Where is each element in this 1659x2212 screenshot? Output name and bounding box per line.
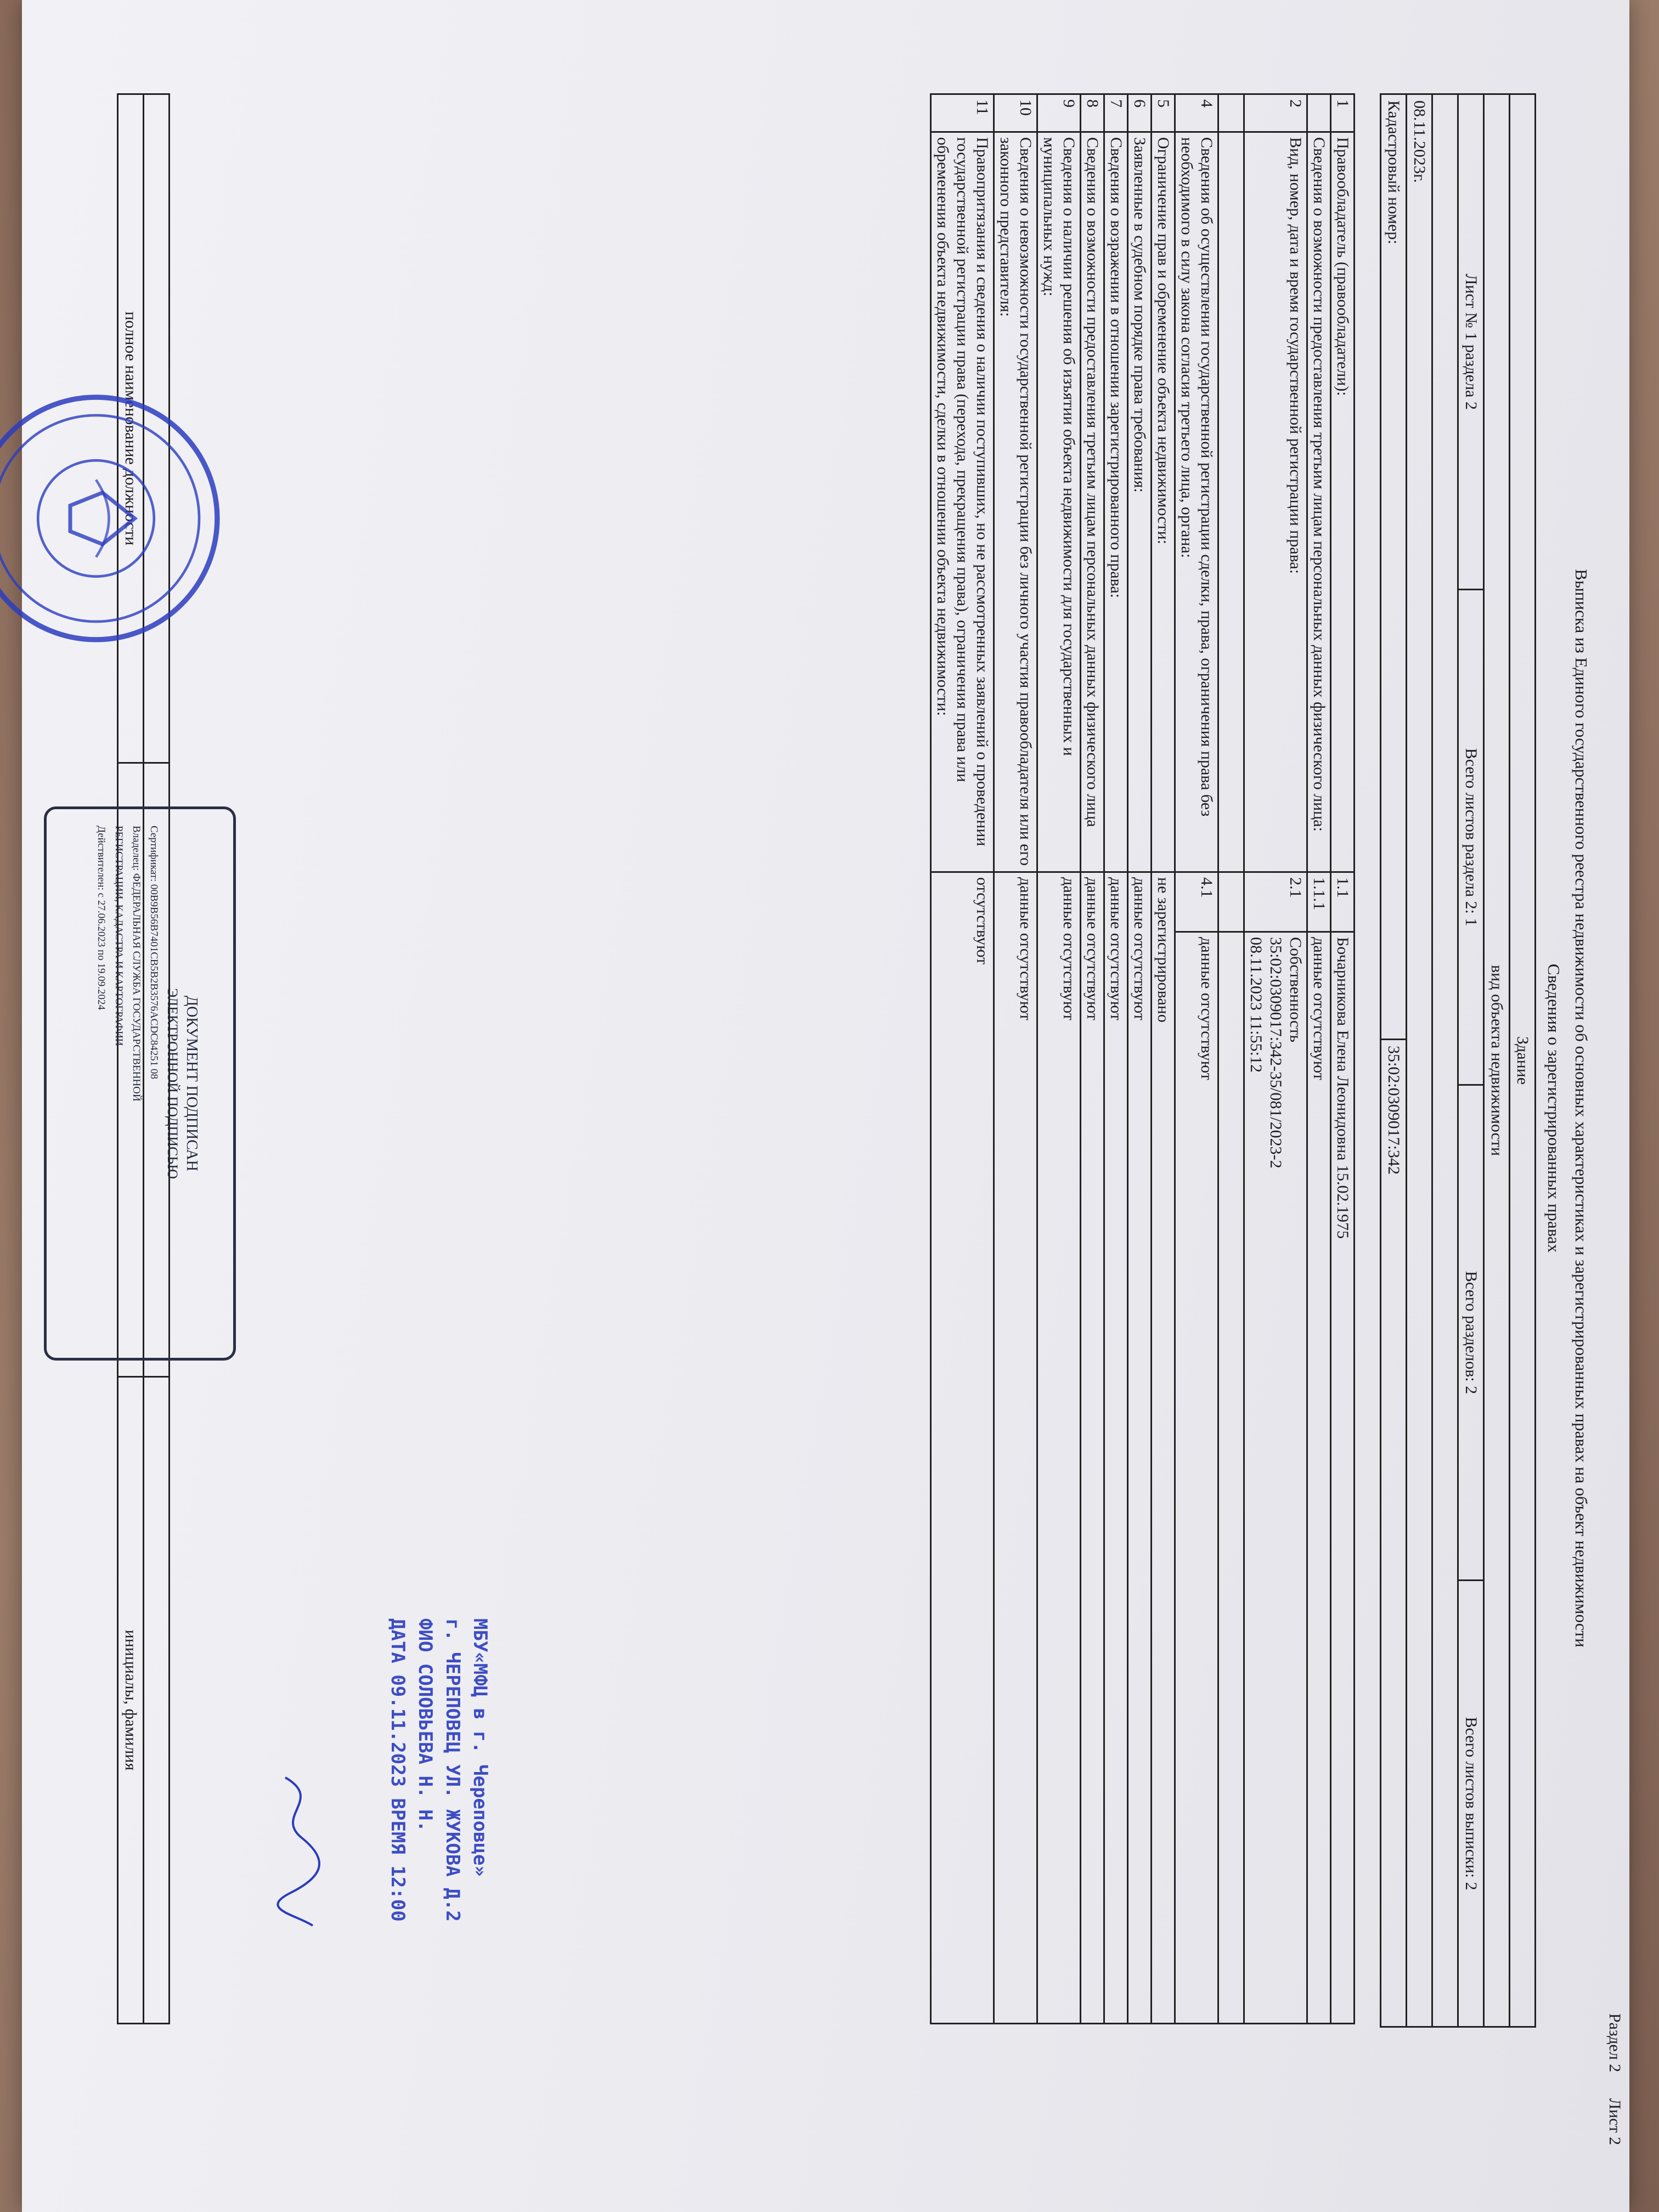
row-label: Вид, номер, дата и время государственной регистрации права:: [1244, 132, 1307, 872]
table-row: [1037, 94, 1081, 2024]
sub-number: 1.1.1: [1307, 872, 1331, 932]
row-label: Заявленные в судебном порядке права требования:: [1128, 132, 1152, 872]
table-row: [1307, 94, 1331, 2024]
table-row: [1175, 94, 1218, 2024]
row-number: 4: [1175, 94, 1218, 132]
row-number: 9: [1037, 94, 1081, 132]
initials-caption: инициалы, фамилия: [118, 1377, 144, 2024]
table-row: [931, 94, 994, 2024]
table-row: [1081, 94, 1104, 2024]
row-value: данные отсутствуют: [1104, 872, 1128, 2024]
sub-number: 4.1: [1175, 872, 1218, 932]
row-number: 8: [1081, 94, 1104, 132]
row-number: 10: [994, 94, 1037, 132]
row-value: данные отсутствуют: [994, 872, 1037, 2024]
row-value: [1244, 932, 1307, 2024]
row-label: Правообладатель (правообладатели):: [1331, 132, 1355, 872]
blank-row: [1433, 95, 1457, 2026]
object-type-caption: вид объекта недвижимости: [1488, 964, 1506, 1156]
row-label: Сведения о возражении в отношении зарегистрированного права:: [1104, 132, 1128, 872]
ecp-validity: Действителен: с 27.06.2023 по 19.09.2024: [95, 826, 107, 1010]
ecp-owner-1: Владелец: ФЕДЕРАЛЬНАЯ СЛУЖБА ГОСУДАРСТВЕННОЙ: [131, 826, 142, 1102]
document-subtitle: Сведения о зарегистрированных правах: [1544, 963, 1564, 1253]
row-label: Ограничение прав и обременение объекта недвижимости:: [1152, 132, 1175, 872]
document-title: Выписка из Единого государственного реестра недвижимости об основных характеристиках и зарегистрированных правах на объект недвижимости: [1572, 569, 1591, 1647]
row-value: данные отсутствуют: [1081, 872, 1104, 2024]
section-number: Раздел 2: [1606, 2013, 1624, 2073]
rights-table: [930, 93, 1355, 2024]
table-row: [1244, 94, 1307, 2024]
row-label: Правопритязания и сведения о наличии поступивших, но не рассмотренных заявлений о проведении государственной регистрации права (перехода, прекращения права), ограничения права или обременения объекта недвижимости, сделки в отношении объекта недвижимости:: [931, 132, 994, 872]
sub-number: 1.1: [1331, 872, 1355, 932]
row-value: данные отсутствуют: [1175, 932, 1218, 2024]
extract-date: 08.11.2023г.: [1410, 100, 1429, 183]
row-number: 7: [1104, 94, 1128, 132]
registration-number: 35:02:0309017:342-35/081/2023-2: [1267, 937, 1285, 1169]
row-value: отсутствуют: [931, 872, 994, 2024]
header-frame: [1380, 93, 1536, 2028]
mfc-line-3: ФИО СОЛОВЬЕВА Н. Н.: [414, 1618, 436, 1832]
sections-total: Всего разделов: 2: [1459, 1084, 1483, 1579]
row-label: Сведения о невозможности государственной регистрации без личного участия правообладателя или его законного представителя:: [994, 132, 1037, 872]
row-value: Бочарникова Елена Леонидовна 15.02.1975: [1331, 932, 1355, 2024]
object-type-value: Здание: [1514, 1036, 1532, 1085]
round-seal-icon: [0, 390, 225, 647]
row-label: Сведения о наличии решения об изъятии объекта недвижимости для государственных и муниципальных нужд:: [1037, 132, 1081, 872]
row-value: данные отсутствуют: [1307, 932, 1331, 2024]
row-value: данные отсутствуют: [1128, 872, 1152, 2024]
row-number: 5: [1152, 94, 1175, 132]
sheets-total: Всего листов выписки: 2: [1459, 1579, 1483, 2026]
sheets-in-section: Всего листов раздела 2: 1: [1459, 589, 1483, 1084]
position-caption: полное наименование должности: [118, 94, 144, 763]
row-value: не зарегистрировано: [1152, 872, 1175, 2024]
row-number: 2: [1244, 94, 1307, 132]
row-number: 1: [1331, 94, 1355, 132]
mfc-line-1: МБУ«МФЦ в г. Череповце»: [469, 1618, 491, 1877]
table-row: [994, 94, 1037, 2024]
row-number: 11: [931, 94, 994, 132]
mfc-line-2: г. ЧЕРЕПОВЕЦ УЛ. ЖУКОВА Д.2: [442, 1618, 464, 1922]
ecp-owner-2: РЕГИСТРАЦИИ, КАДАСТРА И КАРТОГРАФИИ: [113, 826, 125, 1046]
row-label: Сведения об осуществлении государственной регистрации сделки, права, ограничения права без необходимого в силу закона согласия третьего лица, органа:: [1175, 132, 1218, 872]
right-type: Собственность: [1286, 937, 1305, 1042]
handwritten-signature: [269, 1767, 335, 1931]
table-row: [1152, 94, 1175, 2024]
sheet-number: Лист № 1 раздела 2: [1462, 274, 1480, 410]
table-row: [1128, 94, 1152, 2024]
ecp-subtitle: ЭЛЕКТРОННОЙ ПОДПИСЬЮ: [165, 988, 180, 1179]
table-row: [1218, 94, 1244, 2024]
cadastral-label: Кадастровый номер:: [1385, 100, 1403, 245]
cadastral-number: 35:02:0309017:342: [1381, 1039, 1406, 2026]
rotated-document: [22, 38, 1629, 2178]
electronic-signature-stamp: [44, 806, 236, 1361]
ecp-certificate: Сертификат: 00B9B56B7401CB5B2B3576ACDC84251 08: [148, 826, 160, 1080]
mfc-line-4: ДАТА 09.11.2023 ВРЕМЯ 12:00: [387, 1618, 409, 1922]
row-label: Сведения о возможности предоставления третьим лицам персональных данных физического лица: [1081, 132, 1104, 872]
row-number: 6: [1128, 94, 1152, 132]
row-label: Сведения о возможности предоставления третьим лицам персональных данных физического лица:: [1307, 132, 1331, 872]
page-number: Лист 2: [1606, 2098, 1624, 2145]
sub-number: 2.1: [1244, 872, 1307, 932]
row-value: данные отсутствуют: [1037, 872, 1081, 2024]
ecp-title: ДОКУМЕНТ ПОДПИСАН: [183, 996, 200, 1171]
table-row: [1104, 94, 1128, 2024]
table-row: [1331, 94, 1355, 2024]
page-header: [1605, 1991, 1624, 2145]
registration-datetime: 08.11.2023 11:55:12: [1247, 937, 1265, 1073]
document-sheet: [22, 0, 1629, 2212]
mfc-stamp: [384, 1618, 494, 2090]
